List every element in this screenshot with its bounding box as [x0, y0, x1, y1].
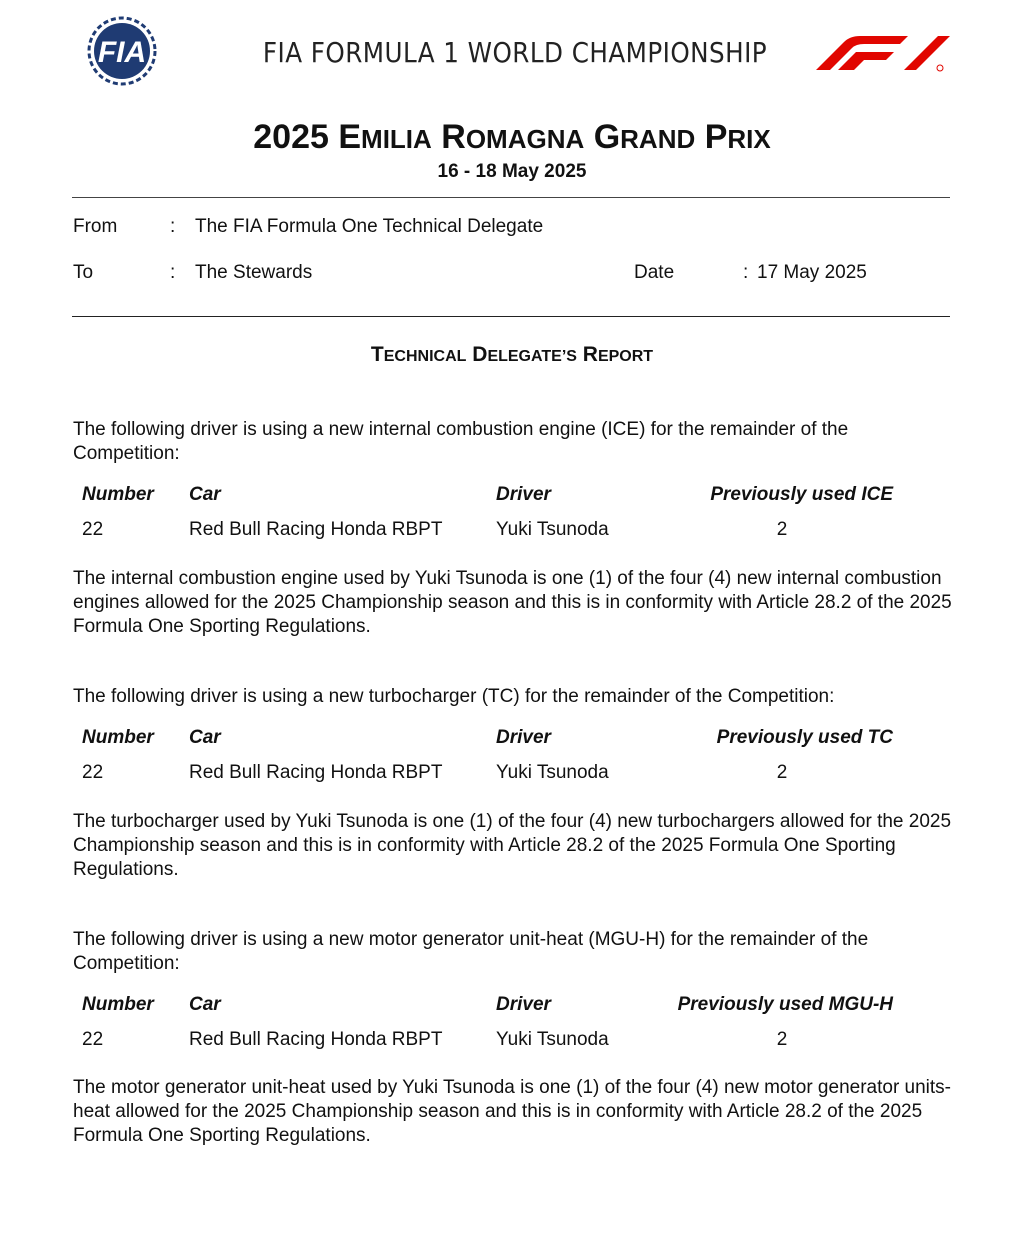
- ice-cell-car: Red Bull Racing Honda RBPT: [189, 519, 443, 540]
- report-title-word: TECHNICAL: [370, 343, 467, 366]
- tc-cell-driver: Yuki Tsunoda: [496, 762, 609, 783]
- mguh-header-previous: Previously used MGU-H: [677, 994, 893, 1015]
- to-separator: :: [170, 262, 176, 283]
- from-separator: :: [170, 216, 176, 237]
- ice-header-car: Car: [189, 484, 221, 505]
- mguh-cell-car: Red Bull Racing Honda RBPT: [189, 1029, 443, 1050]
- date-label: Date: [634, 262, 675, 283]
- event-name-word: GRAND: [593, 118, 696, 156]
- mguh-header-car: Car: [189, 994, 221, 1015]
- tc-header-driver: Driver: [496, 727, 551, 748]
- mguh-header-number: Number: [82, 994, 154, 1015]
- event-title: [0, 118, 1024, 157]
- tc-intro: The following driver is using a new turbocharger (TC) for the remainder of the Competition:: [73, 686, 835, 707]
- mguh-cell-number: 22: [82, 1029, 104, 1050]
- tc-header-previous: Previously used TC: [716, 727, 893, 748]
- fia-logo: [72, 16, 172, 86]
- event-dates: 16 - 18 May 2025: [437, 161, 587, 182]
- mguh-cell-previous: 2: [776, 1029, 788, 1050]
- divider-bottom: [72, 316, 950, 317]
- ice-cell-driver: Yuki Tsunoda: [496, 519, 609, 540]
- event-name: [338, 118, 770, 156]
- tc-note: The turbocharger used by Yuki Tsunoda is one (1) of the four (4) new turbochargers allowed for the 2025 Championship season and this is in conformity with Article 28.2 of the 2025 Formula One Sporting Regulations.: [73, 811, 952, 880]
- report-title: [0, 343, 1024, 367]
- to-label: To: [73, 262, 94, 283]
- ice-header-previous: Previously used ICE: [710, 484, 893, 505]
- tc-header-number: Number: [82, 727, 154, 748]
- event-name-word: PRIX: [704, 118, 771, 156]
- championship-title: FIA FORMULA 1 WORLD CHAMPIONSHIP: [262, 36, 768, 69]
- from-value: The FIA Formula One Technical Delegate: [195, 216, 544, 237]
- from-label: From: [73, 216, 118, 237]
- mguh-cell-driver: Yuki Tsunoda: [496, 1029, 609, 1050]
- f1-logo: [808, 32, 952, 72]
- event-name-word: EMILIA: [338, 118, 432, 156]
- report-title-word: DELEGATE’S: [472, 343, 577, 366]
- ice-note: The internal combustion engine used by Yuki Tsunoda is one (1) of the four (4) new internal combustion engines allowed for the 2025 Championship season and this is in conformity with Article 28.2 of the 2025 Formula One Sporting Regulations.: [73, 568, 952, 637]
- mguh-header-driver: Driver: [496, 994, 551, 1015]
- date-value: 17 May 2025: [757, 262, 867, 283]
- mguh-intro: The following driver is using a new motor generator unit-heat (MGU-H) for the remainder of the Competition:: [73, 929, 869, 974]
- divider-top: [72, 197, 950, 198]
- tc-cell-number: 22: [82, 762, 104, 783]
- report-title-word: REPORT: [582, 343, 654, 366]
- fia-logo-text: FIA: [97, 36, 147, 69]
- ice-intro: The following driver is using a new internal combustion engine (ICE) for the remainder of the Competition:: [73, 419, 849, 464]
- date-separator: :: [743, 262, 749, 283]
- ice-cell-previous: 2: [776, 519, 788, 540]
- event-year: 2025: [253, 118, 329, 156]
- mguh-note: The motor generator unit-heat used by Yuki Tsunoda is one (1) of the four (4) new motor generator units-heat allowed for the 2025 Championship season and this is in conformity with Article 28.2 of the 2025 Formula One Sporting Regulations.: [73, 1077, 952, 1146]
- ice-header-driver: Driver: [496, 484, 551, 505]
- ice-cell-number: 22: [82, 519, 104, 540]
- tc-header-car: Car: [189, 727, 221, 748]
- to-value: The Stewards: [195, 262, 313, 283]
- tc-cell-car: Red Bull Racing Honda RBPT: [189, 762, 443, 783]
- event-name-word: ROMAGNA: [441, 118, 585, 156]
- ice-header-number: Number: [82, 484, 154, 505]
- tc-cell-previous: 2: [776, 762, 788, 783]
